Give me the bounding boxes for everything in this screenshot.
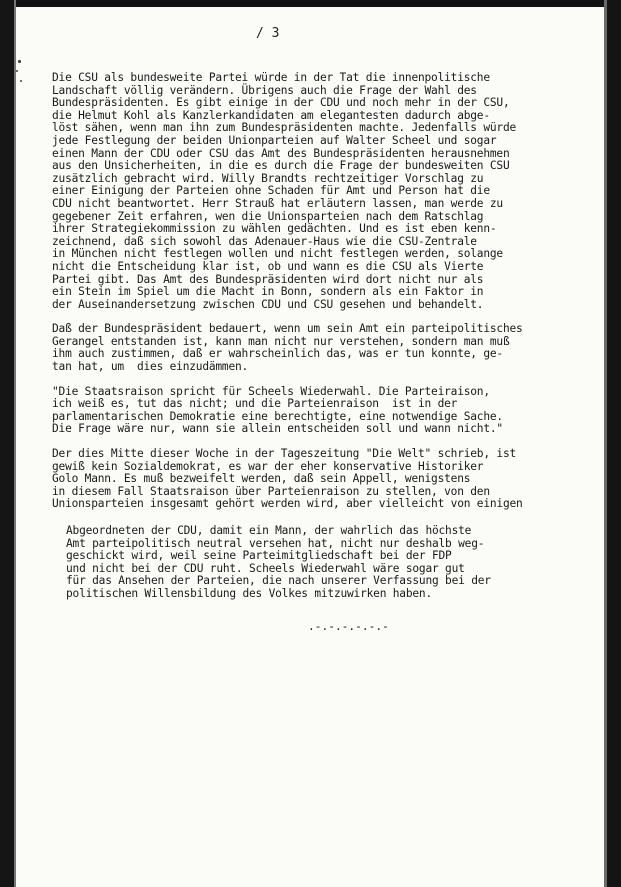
scan-edge-left xyxy=(0,0,14,887)
scan-edge-right-inner xyxy=(604,0,607,887)
text-line: "Die Staatsraison spricht für Scheels Wiederwahl. Die Parteiraison, xyxy=(52,384,490,398)
text-line: einen Mann der CDU oder CSU das Amt des Bundespräsidenten herausnehmen xyxy=(52,146,510,160)
text-line: jede Festlegung der beiden Unionparteien auf Walter Scheel und sogar xyxy=(52,133,497,147)
text-line: in München nicht festlegen wollen und nicht festlegen werden, solange xyxy=(52,247,503,261)
text-line: parlamentarischen Demokratie eine berechtigte, eine notwendige Sache. xyxy=(52,409,503,423)
text-line: ich weiß es, tut das nicht; und die Parteienraison ist in der xyxy=(52,397,458,411)
paragraph-5 xyxy=(66,525,592,601)
scan-edge-left-inner xyxy=(14,0,16,887)
scan-smudge xyxy=(16,60,24,88)
text-line: einer Einigung der Parteien ohne Schaden für Amt und Person hat die xyxy=(52,184,490,198)
document-body xyxy=(52,72,592,613)
text-line: Amt parteipolitisch neutral versehen hat, nicht nur deshalb weg- xyxy=(66,536,485,550)
text-line: löst sähen, wenn man ihn zum Bundespräsidenten machte. Jedenfalls würde xyxy=(52,121,517,135)
text-line: ihm auch zustimmen, daß er wahrscheinlich das, was er tun konnte, ge- xyxy=(52,347,503,361)
text-line: CDU nicht beantwortet. Herr Strauß hat erläutern lassen, man werde zu xyxy=(52,196,503,210)
scan-edge-right xyxy=(607,0,621,887)
text-line: aus den Unsicherheiten, in die es durch die Frage der bundesweiten CSU xyxy=(52,159,510,173)
text-line: der Auseinandersetzung zwischen CDU und CSU gesehen und behandelt. xyxy=(52,297,484,311)
text-line: Golo Mann. Es muß bezweifelt werden, daß sein Appell, wenigstens xyxy=(52,472,471,486)
paragraph-2 xyxy=(52,323,592,373)
end-separator: .-.-.-.-.-.- xyxy=(308,620,389,633)
page-number: / 3 xyxy=(256,26,280,41)
paragraph-4 xyxy=(52,448,592,511)
paragraph-quote xyxy=(52,386,592,436)
text-line: Landschaft völlig verändern. Übrigens auch die Frage der Wahl des xyxy=(52,83,477,97)
text-line: Partei gibt. Das Amt des Bundespräsidenten wird dort nicht nur als xyxy=(52,272,484,286)
text-line: gewiß kein Sozialdemokrat, es war der eher konservative Historiker xyxy=(52,459,484,473)
scan-edge-top xyxy=(0,0,621,7)
text-line: zeichnend, daß sich sowohl das Adenauer-Haus wie die CSU-Zentrale xyxy=(52,234,477,248)
text-line: für das Ansehen der Parteien, die nach unserer Verfassung bei der xyxy=(66,574,491,588)
text-line: nicht die Entscheidung klar ist, ob und wann es die CSU als Vierte xyxy=(52,259,484,273)
text-line: geschickt wird, weil seine Parteimitgliedschaft bei der FDP xyxy=(66,549,452,563)
text-line: Die CSU als bundesweite Partei würde in der Tat die innenpolitische xyxy=(52,71,490,84)
paragraph-1 xyxy=(52,72,592,311)
text-line: Daß der Bundespräsident bedauert, wenn um sein Amt ein parteipolitisches xyxy=(52,322,523,336)
text-line: tan hat, um dies einzudämmen. xyxy=(52,360,249,374)
text-line: Abgeordneten der CDU, damit ein Mann, der wahrlich das höchste xyxy=(66,524,472,537)
text-line: Gerangel entstanden ist, kann man nicht nur verstehen, sondern man muß xyxy=(52,334,510,348)
text-line: und nicht bei der CDU ruht. Scheels Wiederwahl wäre sogar gut xyxy=(66,561,465,575)
text-line: ein Stein im Spiel um die Macht in Bonn, sondern als ein Faktor in xyxy=(52,285,484,299)
text-line: zusätzlich gebracht wird. Willy Brandts rechtzeitiger Vorschlag zu xyxy=(52,171,484,185)
text-line: die Helmut Kohl als Kanzlerkandidaten am elegantesten dadurch abge- xyxy=(52,108,490,122)
text-line: Die Frage wäre nur, wann sie allein entscheiden soll und wann nicht." xyxy=(52,422,503,436)
text-line: ihrer Strategiekommission zu wählen gedächten. Und es ist eben kenn- xyxy=(52,222,497,236)
text-line: in diesem Fall Staatsraison über Parteienraison zu stellen, von den xyxy=(52,484,490,498)
text-line: gegebener Zeit erfahren, wen die Unionsparteien nach dem Ratschlag xyxy=(52,209,484,223)
text-line: Unionsparteien insgesamt gehört werden wird, aber vielleicht von einigen xyxy=(52,497,523,511)
text-line: politischen Willensbildung des Volkes mitzuwirken haben. xyxy=(66,586,432,600)
text-line: Der dies Mitte dieser Woche in der Tageszeitung "Die Welt" schrieb, ist xyxy=(52,447,517,461)
text-line: Bundespräsidenten. Es gibt einige in der CDU und noch mehr in der CSU, xyxy=(52,96,510,110)
